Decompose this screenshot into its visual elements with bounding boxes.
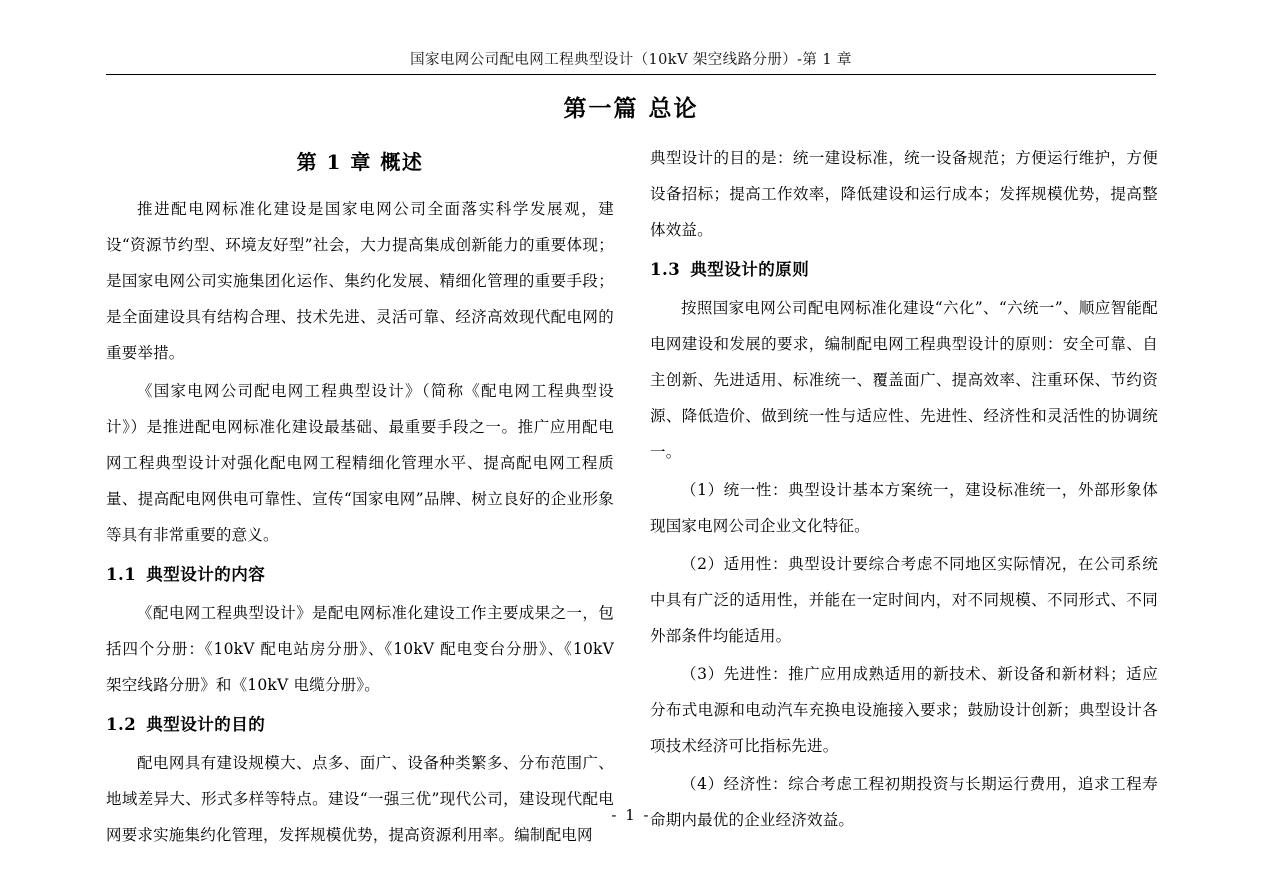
- two-column-body: [106, 140, 1158, 844]
- list-item: （2）适用性：典型设计要综合考虑不同地区实际情况，在公司系统中具有广泛的适用性，并能在一定时间内，对不同规模、不同形式、不同外部条件均能适用。: [650, 555, 1158, 645]
- list-item: （4）经济性：综合考虑工程初期投资与长期运行费用，追求工程寿命期内最优的企业经济效益。: [650, 775, 1158, 829]
- left-column: [106, 140, 614, 855]
- list-item: （1）统一性：典型设计基本方案统一，建设标准统一，外部形象体现国家电网公司企业文化特征。: [650, 481, 1158, 535]
- section-heading-1-2: [106, 707, 614, 743]
- section-title: 典型设计的原则: [690, 260, 810, 279]
- paragraph: 按照国家电网公司配电网标准化建设“六化”、“六统一”、顺应智能配电网建设和发展的要求，编制配电网工程典型设计的原则：安全可靠、自主创新、先进适用、标准统一、覆盖面广、提高效率、注重环保、节约资源、降低造价、做到统一性与适应性、先进性、经济性和灵活性的协调统一。: [650, 299, 1158, 461]
- paragraph: 推进配电网标准化建设是国家电网公司全面落实科学发展观，建设“资源节约型、环境友好型”社会，大力提高集成创新能力的重要体现；是国家电网公司实施集团化运作、集约化发展、精细化管理的重要手段；是全面建设具有结构合理、技术先进、灵活可靠、经济高效现代配电网的重要举措。: [106, 200, 614, 362]
- paragraph: 配电网具有建设规模大、点多、面广、设备种类繁多、分布范围广、地域差异大、形式多样等特点。建设“一强三优”现代公司，建设现代配电网要求实施集约化管理，发挥规模优势，提高资源利用率。编制配电网: [106, 754, 614, 844]
- paragraph-continued: 典型设计的目的是：统一建设标准，统一设备规范；方便运行维护，方便设备招标；提高工作效率，降低建设和运行成本；发挥规模优势，提高整体效益。: [650, 149, 1158, 239]
- paragraph: 《国家电网公司配电网工程典型设计》（简称《配电网工程典型设计》）是推进配电网标准化建设最基础、最重要手段之一。推广应用配电网工程典型设计对强化配电网工程精细化管理水平、提高配电网工程质量、提高配电网供电可靠性、宣传“国家电网”品牌、树立良好的企业形象等具有非常重要的意义。: [106, 382, 614, 544]
- header-rule: [106, 74, 1156, 75]
- section-number: 1.2: [106, 715, 137, 734]
- paragraph: 《配电网工程典型设计》是配电网标准化建设工作主要成果之一，包括四个分册：《10kV 配电站房分册》、《10kV 配电变台分册》、《10kV 架空线路分册》和《10kV 电缆分册》。: [106, 604, 614, 694]
- section-title: 典型设计的内容: [146, 565, 266, 584]
- part-title: 第一篇 总论: [563, 95, 699, 122]
- section-heading-1-3: [650, 252, 1158, 288]
- page-number: - 1 -: [611, 806, 651, 824]
- section-number: 1.3: [650, 260, 681, 279]
- section-title: 典型设计的目的: [146, 715, 266, 734]
- right-column: [650, 140, 1158, 840]
- list-item: （3）先进性：推广应用成熟适用的新技术、新设备和新材料；适应分布式电源和电动汽车充换电设施接入要求；鼓励设计创新；典型设计各项技术经济可比指标先进。: [650, 665, 1158, 755]
- section-number: 1.1: [106, 565, 137, 584]
- running-header: 国家电网公司配电网工程典型设计（10kV 架空线路分册）-第 1 章: [410, 52, 852, 68]
- chapter-title: 第 1 章 概述: [296, 150, 424, 174]
- section-heading-1-1: [106, 557, 614, 593]
